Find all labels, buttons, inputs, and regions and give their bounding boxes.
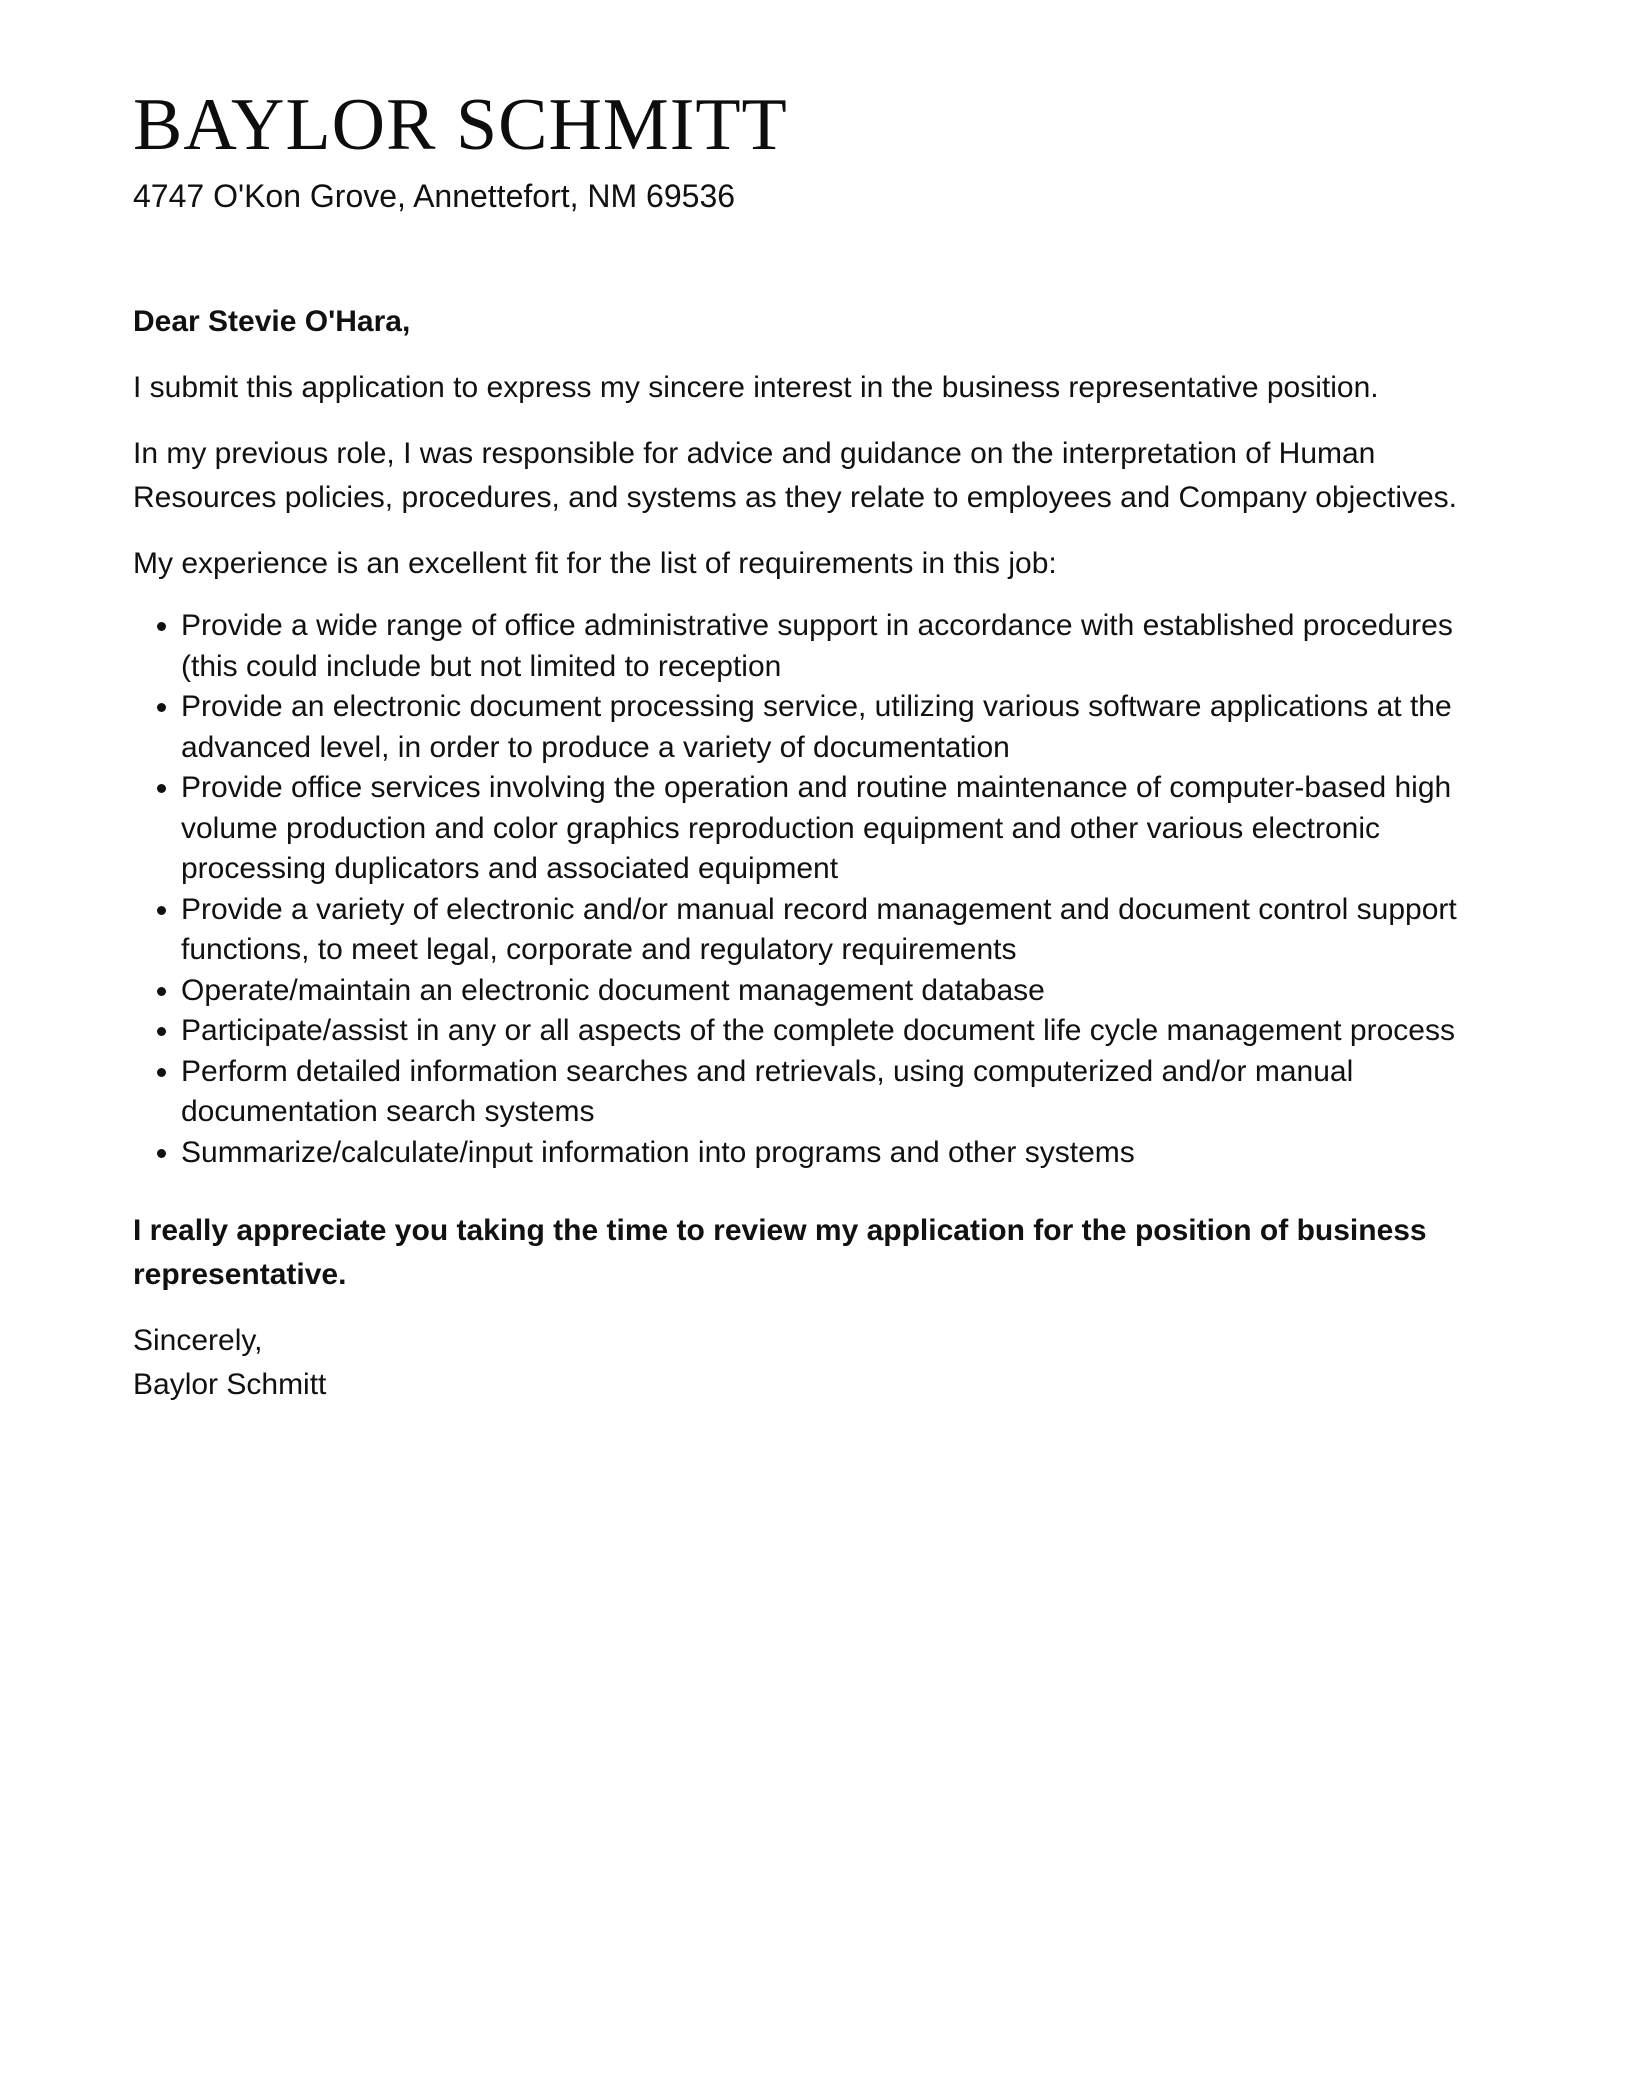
list-item: • Operate/maintain an electronic document management database (181, 971, 1473, 1012)
signature-name: Baylor Schmitt (133, 1368, 327, 1401)
fit-statement: My experience is an excellent fit for the list of requirements in this job: (133, 547, 1057, 580)
list-item: • Provide a wide range of office administrative support in accordance with established procedures (this could include but not limited to reception (181, 606, 1473, 687)
list-item: • Summarize/calculate/input information into programs and other systems (181, 1133, 1473, 1174)
intro-paragraph: I submit this application to express my sincere interest in the business representative position. (133, 371, 1379, 404)
closing-paragraph: I really appreciate you taking the time to review my application for the position of business representative. (133, 1214, 1427, 1291)
list-item: • Provide office services involving the operation and routine maintenance of computer-based high volume production and color graphics reproduction equipment and other various electronic processing duplicators and associated equipment (181, 768, 1473, 890)
list-item: • Participate/assist in any or all aspects of the complete document life cycle management process (181, 1011, 1473, 1052)
salutation: Dear Stevie O'Hara, (133, 305, 411, 338)
list-item: • Provide an electronic document processing service, utilizing various software applications at the advanced level, in order to produce a variety of documentation (181, 687, 1473, 768)
signoff: Sincerely, (133, 1324, 263, 1357)
applicant-address: 4747 O'Kon Grove, Annettefort, NM 69536 (133, 178, 736, 214)
cover-letter (133, 80, 1473, 1407)
list-item: • Perform detailed information searches and retrievals, using computerized and/or manual documentation search systems (181, 1052, 1473, 1133)
applicant-name: BAYLOR SCHMITT (133, 84, 788, 166)
requirements-list (133, 606, 1473, 1173)
list-item: • Provide a variety of electronic and/or manual record management and document control support functions, to meet legal, corporate and regulatory requirements (181, 890, 1473, 971)
previous-role-paragraph: In my previous role, I was responsible for advice and guidance on the interpretation of Human Resources policies, procedures, and systems as they relate to employees and Company objectives. (133, 437, 1457, 514)
signoff-block (133, 1319, 1473, 1407)
